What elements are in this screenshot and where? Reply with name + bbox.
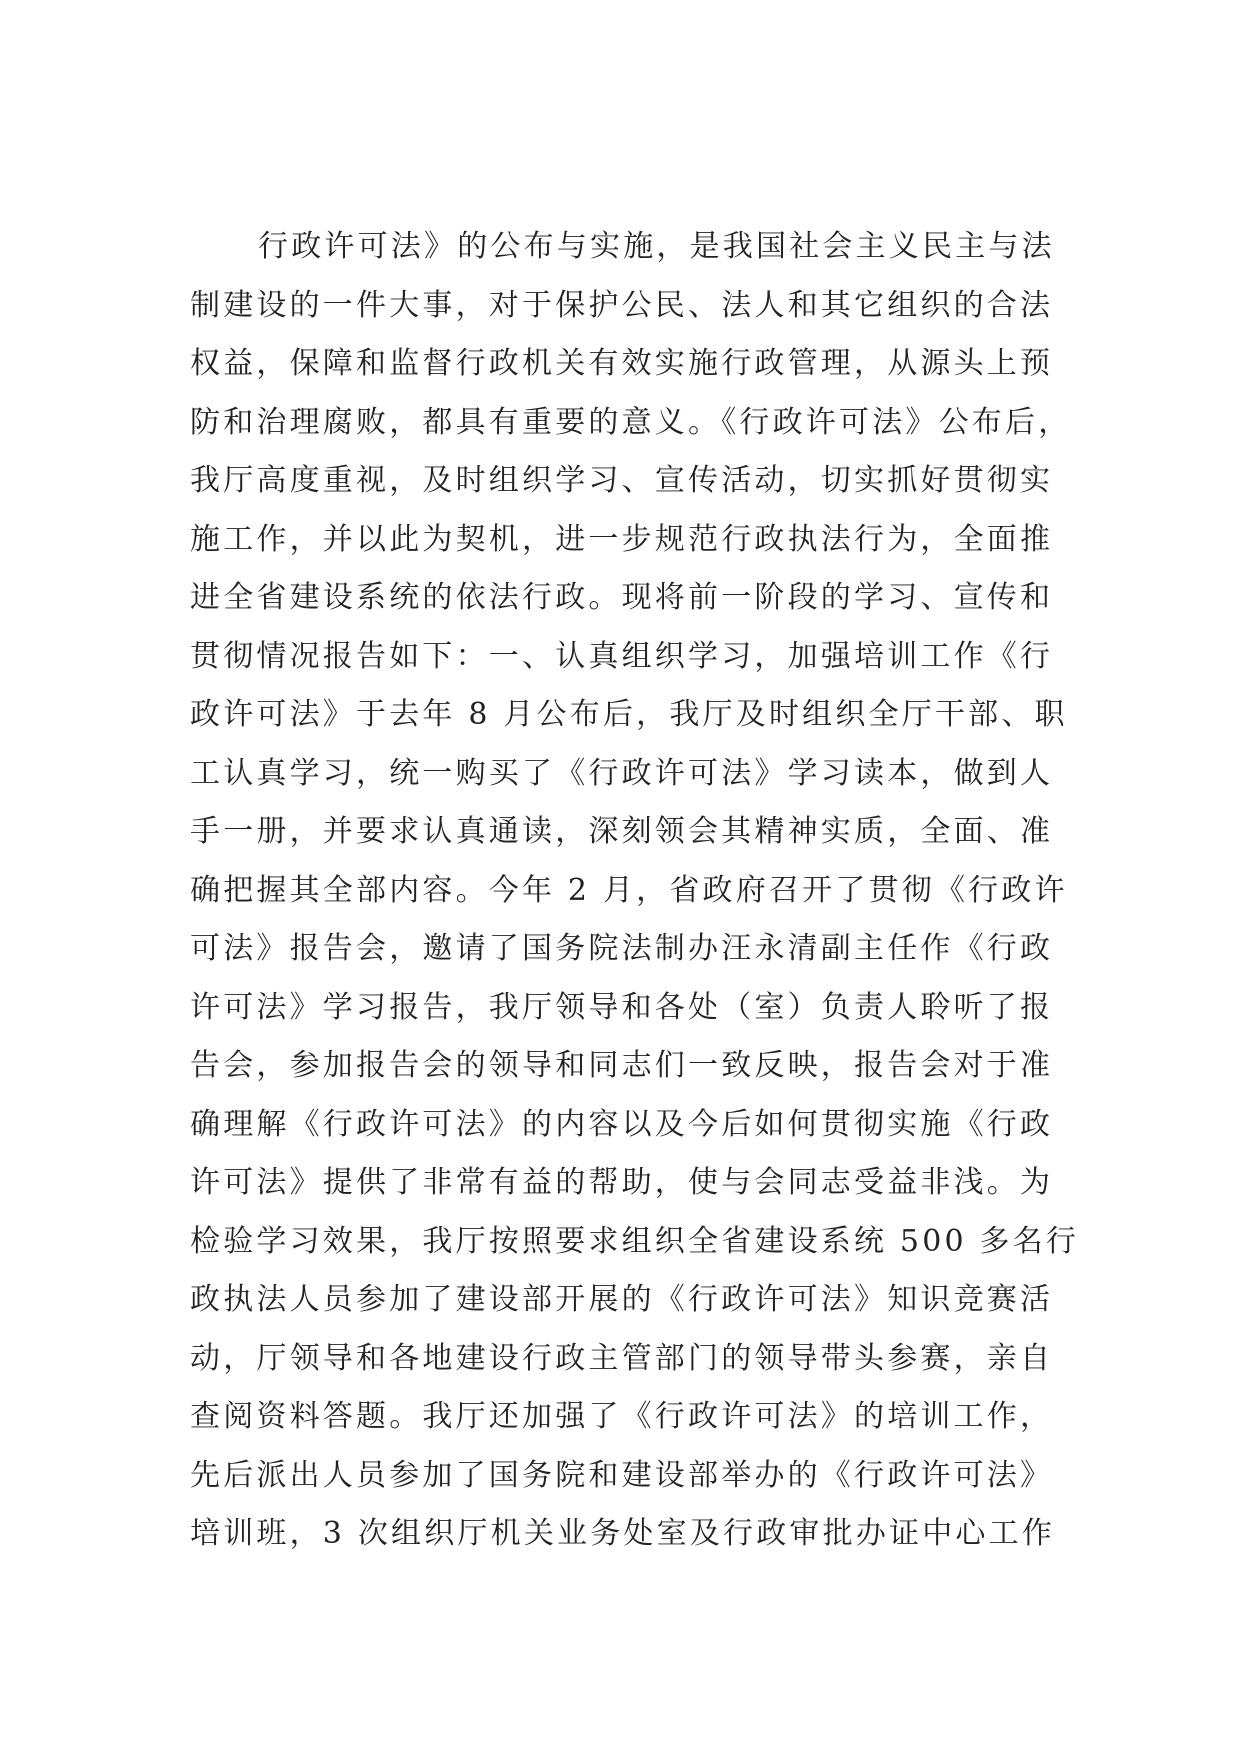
text-line: 我厅高度重视，及时组织学习、宣传活动，切实抓好贯彻实 [190, 463, 1054, 498]
text-line: 培训班，3 次组织厅机关业务处室及行政审批办证中心工作 [190, 1516, 1056, 1551]
text-line: 许可法》学习报告，我厅领导和各处（室）负责人聆听了报 [190, 989, 1054, 1025]
text-line: 制建设的一件大事，对于保护公民、法人和其它组织的合法 [190, 287, 1054, 323]
text-line: 确理解《行政许可法》的内容以及今后如何贯彻实施《行政 [190, 1106, 1054, 1142]
text-line: 防和治理腐败，都具有重要的意义。《行政许可法》公布后， [190, 404, 1072, 440]
text-line: 动，厅领导和各地建设行政主管部门的领导带头参赛，亲自 [190, 1340, 1054, 1376]
text-line: 先后派出人员参加了国务院和建设部举办的《行政许可法》 [190, 1457, 1054, 1493]
text-line: 告会，参加报告会的领导和同志们一致反映，报告会对于准 [190, 1048, 1054, 1083]
body-paragraph [190, 218, 1080, 1564]
text-line: 施工作，并以此为契机，进一步规范行政执法行为，全面推 [190, 521, 1054, 557]
text-line: 工认真学习，统一购买了《行政许可法》学习读本，做到人 [190, 755, 1054, 791]
text-line: 行政许可法》的公布与实施，是我国社会主义民主与法 [258, 229, 1055, 264]
text-line: 进全省建设系统的依法行政。现将前一阶段的学习、宣传和 [190, 580, 1054, 615]
text-line: 贯彻情况报告如下：一、认真组织学习，加强培训工作《行 [190, 638, 1054, 674]
text-line: 确把握其全部内容。今年 2 月，省政府召开了贯彻《行政许 [190, 872, 1068, 908]
text-line: 政执法人员参加了建设部开展的《行政许可法》知识竞赛活 [190, 1282, 1054, 1317]
text-line: 查阅资料答题。我厅还加强了《行政许可法》的培训工作， [190, 1399, 1054, 1434]
text-line: 可法》报告会，邀请了国务院法制办汪永清副主任作《行政 [190, 931, 1054, 966]
text-line: 权益，保障和监督行政机关有效实施行政管理，从源头上预 [190, 346, 1054, 381]
text-line: 许可法》提供了非常有益的帮助，使与会同志受益非浅。为 [190, 1165, 1054, 1200]
text-line: 政许可法》于去年 8 月公布后，我厅及时组织全厅干部、职 [190, 697, 1068, 732]
text-line: 手一册，并要求认真通读，深刻领会其精神实质，全面、准 [190, 814, 1054, 849]
text-line: 检验学习效果，我厅按照要求组织全省建设系统 500 多名行 [190, 1223, 1080, 1259]
